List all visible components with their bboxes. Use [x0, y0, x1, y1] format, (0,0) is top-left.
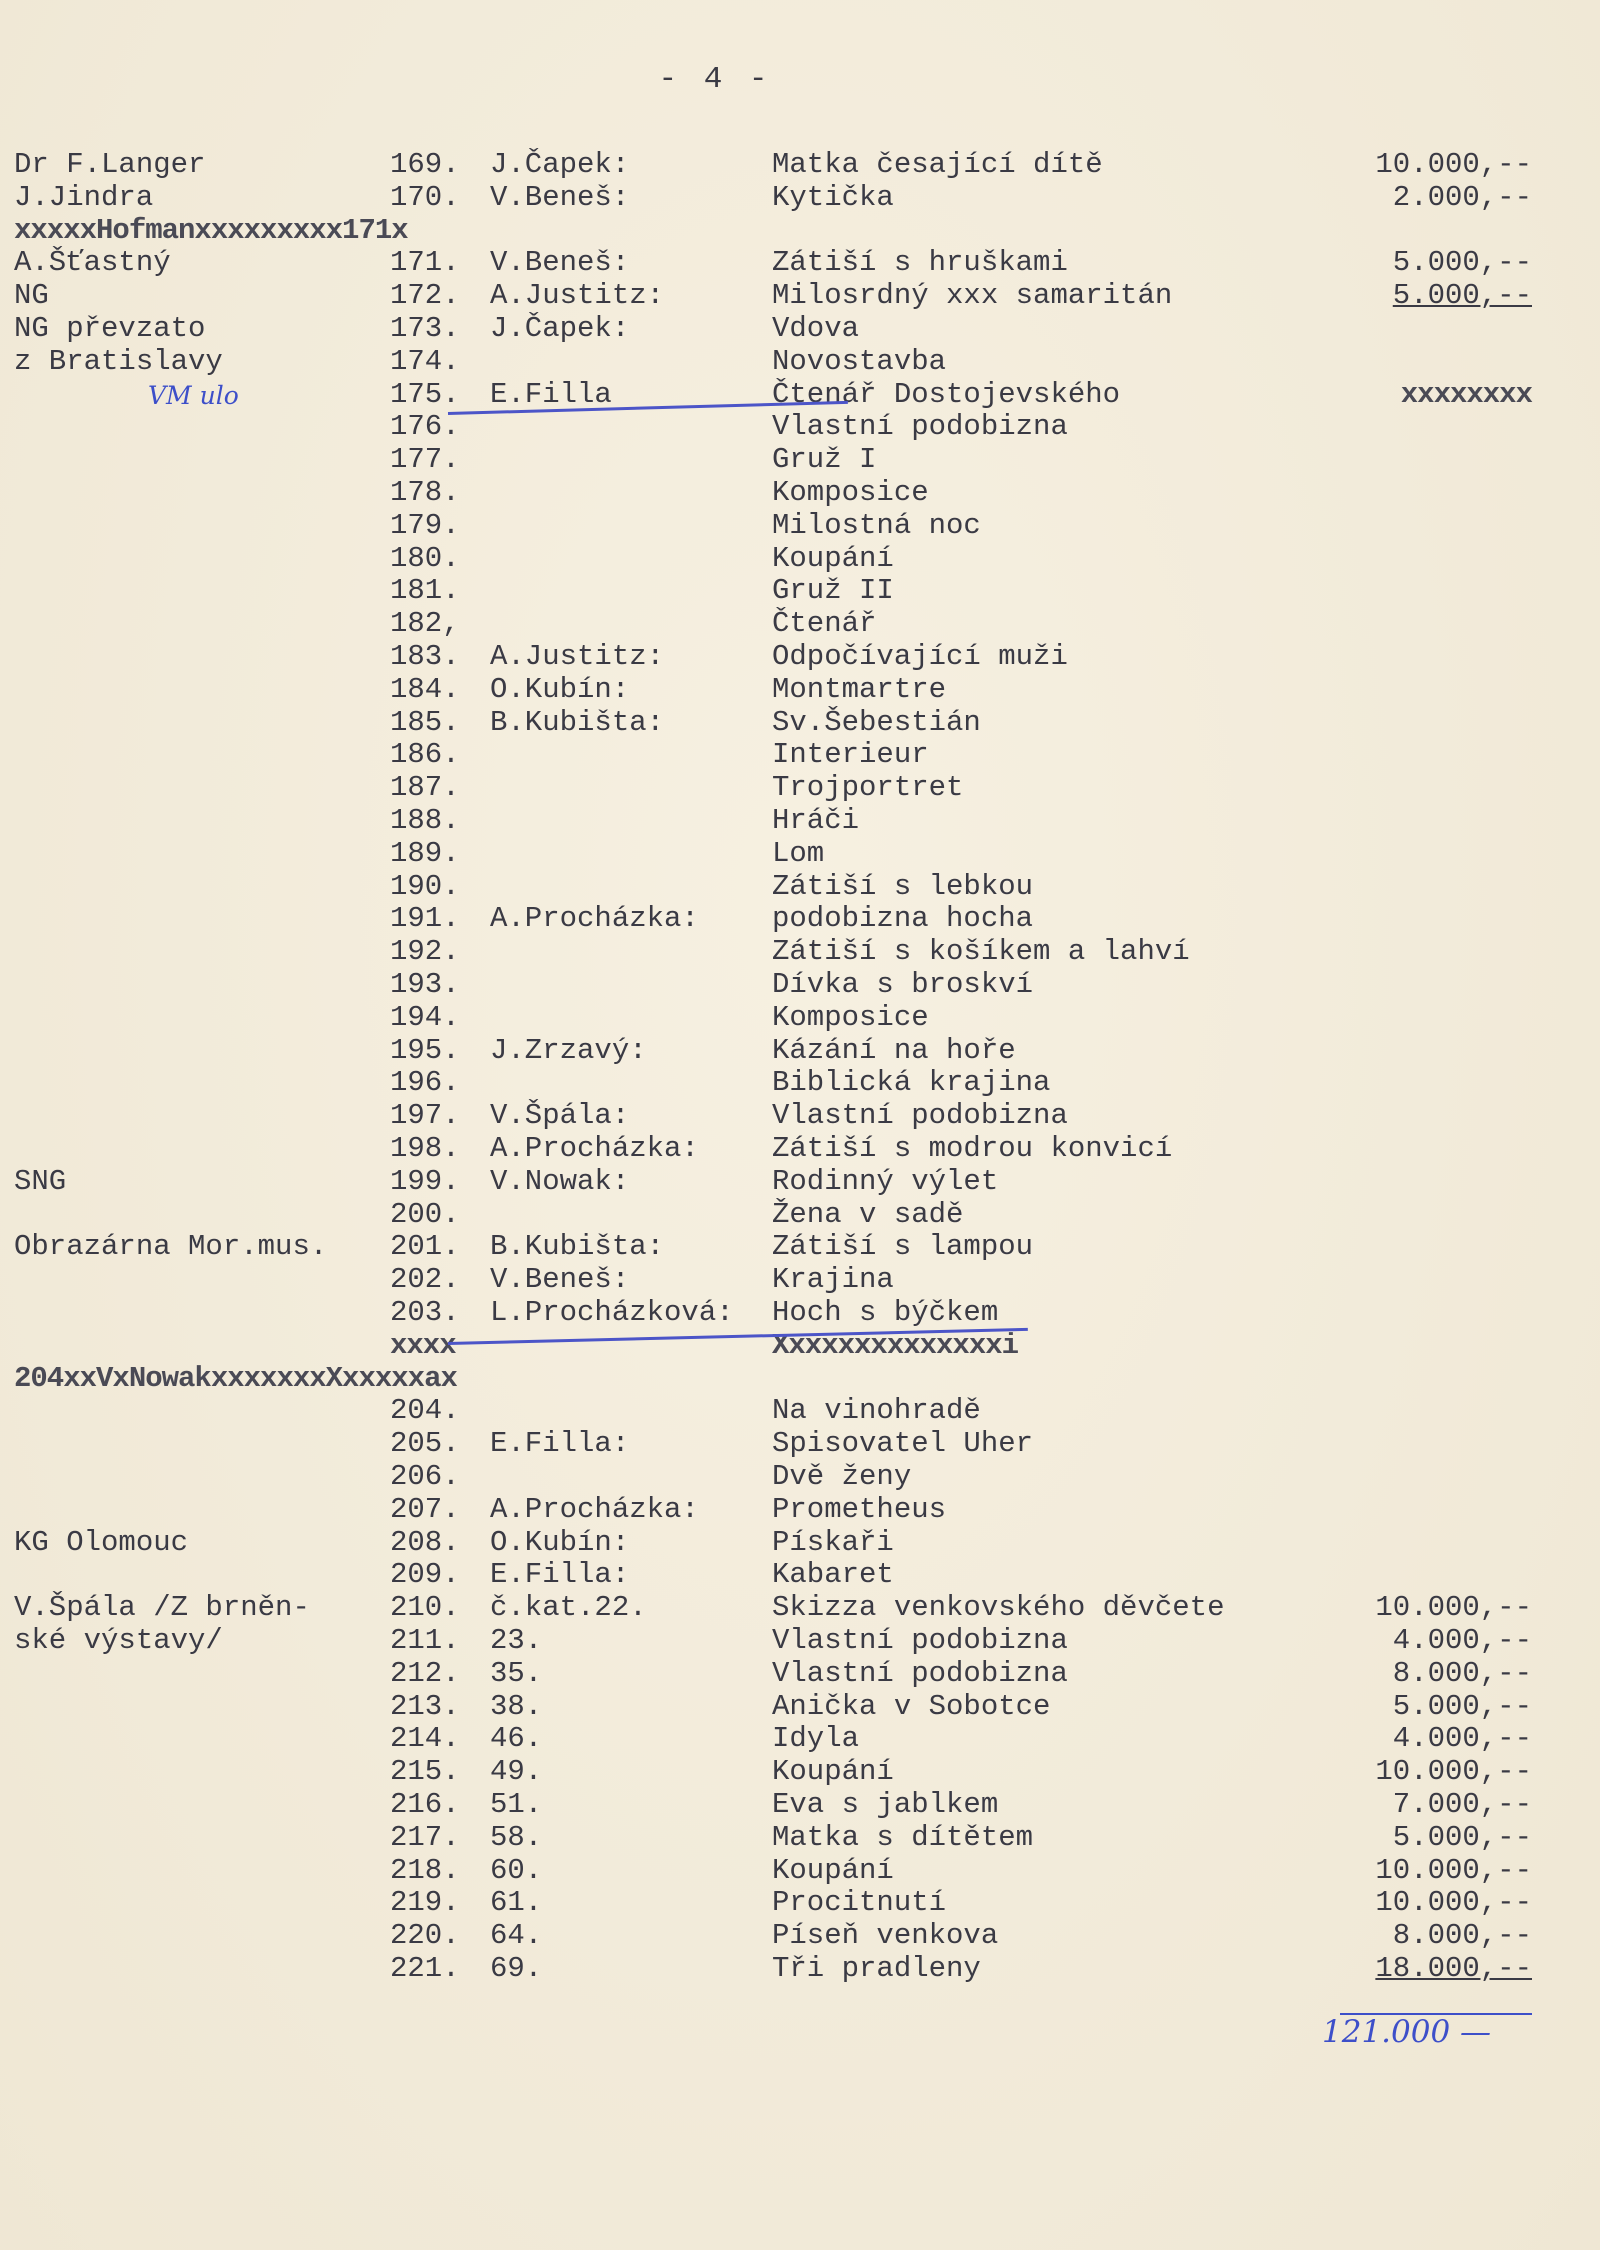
- title-cell: Vlastní podobizna: [772, 1657, 1068, 1690]
- artist-cell: B.Kubišta:: [490, 1230, 665, 1263]
- table-row: [0, 1263, 1600, 1296]
- price-cell: 10.000,--: [1375, 148, 1532, 181]
- title-cell: Komposice: [772, 476, 929, 509]
- table-row: [0, 607, 1600, 640]
- artist-cell: A.Procházka:: [490, 902, 699, 935]
- number-cell: 198.: [390, 1132, 460, 1165]
- title-cell: Gruž II: [772, 574, 894, 607]
- title-cell: Lom: [772, 837, 825, 870]
- table-row: [0, 1755, 1600, 1788]
- number-cell: 201.: [390, 1230, 460, 1263]
- table-row: [0, 640, 1600, 673]
- artist-cell: 64.: [490, 1919, 543, 1952]
- table-row: [0, 279, 1600, 312]
- artist-cell: 69.: [490, 1952, 543, 1985]
- price-cell: 4.000,--: [1392, 1624, 1532, 1657]
- title-cell: Milostná noc: [772, 509, 981, 542]
- title-cell: Eva s jablkem: [772, 1788, 999, 1821]
- table-row: [0, 1460, 1600, 1493]
- crossed-out-row: 204xxVxNowakxxxxxxxXxxxxxax: [14, 1362, 457, 1395]
- table-row: [0, 410, 1600, 443]
- artist-cell: E.Filla:: [490, 1427, 630, 1460]
- table-row: [0, 1886, 1600, 1919]
- price-cell: 2.000,--: [1392, 181, 1532, 214]
- title-cell: Interieur: [772, 738, 929, 771]
- number-cell: 171.: [390, 246, 460, 279]
- artist-cell: 61.: [490, 1886, 543, 1919]
- number-cell: 180.: [390, 542, 460, 575]
- table-row: [0, 1001, 1600, 1034]
- table-row: [0, 968, 1600, 1001]
- number-cell: 221.: [390, 1952, 460, 1985]
- owner-cell: Obrazárna Mor.mus.: [14, 1230, 328, 1263]
- number-cell: 208.: [390, 1526, 460, 1559]
- title-cell: Kabaret: [772, 1558, 894, 1591]
- number-cell: 183.: [390, 640, 460, 673]
- number-cell: 189.: [390, 837, 460, 870]
- number-cell: 186.: [390, 738, 460, 771]
- number-cell: 192.: [390, 935, 460, 968]
- price-cell: xxxxxxxx: [1400, 378, 1532, 411]
- artist-cell: O.Kubín:: [490, 673, 630, 706]
- title-cell: Odpočívající muži: [772, 640, 1068, 673]
- title-cell: Procitnutí: [772, 1886, 947, 1919]
- table-row: [0, 1690, 1600, 1723]
- title-cell: Montmartre: [772, 673, 947, 706]
- price-cell: 5.000,--: [1392, 1821, 1532, 1854]
- title-cell: Rodinný výlet: [772, 1165, 999, 1198]
- number-cell: 205.: [390, 1427, 460, 1460]
- number-cell: 212.: [390, 1657, 460, 1690]
- owner-cell: KG Olomouc: [14, 1526, 189, 1559]
- artist-cell: B.Kubišta:: [490, 706, 665, 739]
- number-cell: 203.: [390, 1296, 460, 1329]
- owner-cell: V.Špála /Z brněn-: [14, 1591, 310, 1624]
- table-row: [0, 1493, 1600, 1526]
- number-cell: 179.: [390, 509, 460, 542]
- table-row: [0, 1099, 1600, 1132]
- artist-cell: 23.: [490, 1624, 543, 1657]
- title-cell: Kázání na hoře: [772, 1034, 1016, 1067]
- table-row: [0, 1952, 1600, 1985]
- number-cell: 204.: [390, 1394, 460, 1427]
- artist-cell: A.Procházka:: [490, 1493, 699, 1526]
- table-row: [0, 1362, 1600, 1395]
- number-cell: 184.: [390, 673, 460, 706]
- table-row: [0, 706, 1600, 739]
- title-cell: Skizza venkovského děvčete: [772, 1591, 1225, 1624]
- title-cell: Žena v sadě: [772, 1198, 964, 1231]
- artist-cell: 58.: [490, 1821, 543, 1854]
- artist-cell: L.Procházková:: [490, 1296, 734, 1329]
- number-cell: 188.: [390, 804, 460, 837]
- number-cell: 182,: [390, 607, 460, 640]
- number-cell: 200.: [390, 1198, 460, 1231]
- number-cell: 170.: [390, 181, 460, 214]
- artist-cell: V.Nowak:: [490, 1165, 630, 1198]
- price-cell: 5.000,--: [1392, 279, 1532, 312]
- price-cell: 5.000,--: [1392, 246, 1532, 279]
- table-row: [0, 1591, 1600, 1624]
- artist-cell: V.Beneš:: [490, 181, 630, 214]
- table-row: [0, 1066, 1600, 1099]
- table-row: [0, 476, 1600, 509]
- table-row: [0, 574, 1600, 607]
- artist-cell: E.Filla:: [490, 1558, 630, 1591]
- title-cell: Zátiší s lampou: [772, 1230, 1034, 1263]
- artist-cell: J.Čapek:: [490, 312, 630, 345]
- number-cell: 175.: [390, 378, 460, 411]
- table-row: [0, 1919, 1600, 1952]
- table-row: [0, 870, 1600, 903]
- number-cell: 217.: [390, 1821, 460, 1854]
- total-underline: [1340, 2013, 1532, 2015]
- title-cell: Koupání: [772, 1854, 894, 1887]
- table-row: [0, 1788, 1600, 1821]
- title-cell: Na vinohradě: [772, 1394, 981, 1427]
- table-row: [0, 1624, 1600, 1657]
- table-row: [0, 1526, 1600, 1559]
- title-cell: podobizna hocha: [772, 902, 1034, 935]
- title-cell: Dívka s broskví: [772, 968, 1034, 1001]
- artist-cell: A.Justitz:: [490, 279, 665, 312]
- number-cell: 216.: [390, 1788, 460, 1821]
- artist-cell: V.Beneš:: [490, 1263, 630, 1296]
- title-cell: Sv.Šebestián: [772, 706, 981, 739]
- artist-cell: A.Justitz:: [490, 640, 665, 673]
- owner-cell: J.Jindra: [14, 181, 154, 214]
- number-cell: 193.: [390, 968, 460, 1001]
- table-row: [0, 1165, 1600, 1198]
- title-cell: Vlastní podobizna: [772, 1099, 1068, 1132]
- price-cell: 18.000,--: [1375, 1952, 1532, 1985]
- table-row: [0, 1034, 1600, 1067]
- number-cell: 187.: [390, 771, 460, 804]
- table-row: [0, 1394, 1600, 1427]
- table-row: [0, 1558, 1600, 1591]
- number-cell: 215.: [390, 1755, 460, 1788]
- margin-note: VM ulo: [148, 381, 239, 410]
- number-cell: 174.: [390, 345, 460, 378]
- table-row: [0, 1427, 1600, 1460]
- table-row: [0, 214, 1600, 247]
- handwritten-total: 121.000 —: [1322, 2014, 1492, 2050]
- number-cell: 207.: [390, 1493, 460, 1526]
- number-cell: 199.: [390, 1165, 460, 1198]
- artist-cell: O.Kubín:: [490, 1526, 630, 1559]
- number-cell: 191.: [390, 902, 460, 935]
- number-cell: 190.: [390, 870, 460, 903]
- title-cell: Píseň venkova: [772, 1919, 999, 1952]
- table-row: [0, 1821, 1600, 1854]
- number-cell: 185.: [390, 706, 460, 739]
- price-cell: 8.000,--: [1392, 1919, 1532, 1952]
- table-row: [0, 443, 1600, 476]
- title-cell: Zátiší s hruškami: [772, 246, 1068, 279]
- title-cell: Prometheus: [772, 1493, 947, 1526]
- table-row: [0, 542, 1600, 575]
- number-cell: 173.: [390, 312, 460, 345]
- artist-cell: V.Beneš:: [490, 246, 630, 279]
- owner-cell: ské výstavy/: [14, 1624, 223, 1657]
- number-cell: 218.: [390, 1854, 460, 1887]
- title-cell: Čtenář: [772, 607, 877, 640]
- owner-cell: z Bratislavy: [14, 345, 223, 378]
- table-row: [0, 1854, 1600, 1887]
- page-number: - 4 -: [658, 62, 772, 97]
- title-cell: Zátiší s modrou konvicí: [772, 1132, 1173, 1165]
- number-cell: 202.: [390, 1263, 460, 1296]
- price-cell: 7.000,--: [1392, 1788, 1532, 1821]
- title-cell: Vdova: [772, 312, 860, 345]
- title-cell: Novostavba: [772, 345, 947, 378]
- number-cell: 181.: [390, 574, 460, 607]
- table-row: [0, 1722, 1600, 1755]
- artist-cell: 35.: [490, 1657, 543, 1690]
- title-cell: Gruž I: [772, 443, 877, 476]
- title-cell: Matka s dítětem: [772, 1821, 1034, 1854]
- owner-cell: NG: [14, 279, 49, 312]
- artist-cell: E.Filla: [490, 378, 612, 411]
- number-cell: 197.: [390, 1099, 460, 1132]
- price-cell: 5.000,--: [1392, 1690, 1532, 1723]
- owner-cell: A.Šťastný: [14, 246, 171, 279]
- owner-cell: SNG: [14, 1165, 67, 1198]
- title-cell: Idyla: [772, 1722, 860, 1755]
- number-cell: 196.: [390, 1066, 460, 1099]
- number-cell: 194.: [390, 1001, 460, 1034]
- price-cell: 10.000,--: [1375, 1854, 1532, 1887]
- number-cell: 178.: [390, 476, 460, 509]
- title-cell: Anička v Sobotce: [772, 1690, 1051, 1723]
- title-cell: Tři pradleny: [772, 1952, 981, 1985]
- title-cell: Krajina: [772, 1263, 894, 1296]
- table-row: [0, 1657, 1600, 1690]
- title-cell: Matka česající dítě: [772, 148, 1103, 181]
- artist-cell: 38.: [490, 1690, 543, 1723]
- title-cell: Čtenář Dostojevského: [772, 378, 1121, 411]
- title-cell: Kytička: [772, 181, 894, 214]
- artist-cell: 60.: [490, 1854, 543, 1887]
- number-cell: 210.: [390, 1591, 460, 1624]
- table-row: [0, 378, 1600, 411]
- number-cell: 213.: [390, 1690, 460, 1723]
- title-cell: Xxxxxxxxxxxxxxi: [772, 1329, 1019, 1362]
- title-cell: Biblická krajina: [772, 1066, 1051, 1099]
- table-row: [0, 148, 1600, 181]
- number-cell: 209.: [390, 1558, 460, 1591]
- title-cell: Spisovatel Uher: [772, 1427, 1034, 1460]
- artist-cell: J.Čapek:: [490, 148, 630, 181]
- table-row: [0, 902, 1600, 935]
- owner-cell: Dr F.Langer: [14, 148, 206, 181]
- number-cell: 206.: [390, 1460, 460, 1493]
- price-cell: 8.000,--: [1392, 1657, 1532, 1690]
- title-cell: Hoch s býčkem: [772, 1296, 999, 1329]
- table-row: [0, 1230, 1600, 1263]
- table-row: [0, 935, 1600, 968]
- price-cell: 10.000,--: [1375, 1886, 1532, 1919]
- number-cell: 211.: [390, 1624, 460, 1657]
- table-row: [0, 1198, 1600, 1231]
- title-cell: Trojportret: [772, 771, 964, 804]
- table-row: [0, 312, 1600, 345]
- artist-cell: 51.: [490, 1788, 543, 1821]
- title-cell: Hráči: [772, 804, 860, 837]
- table-row: [0, 181, 1600, 214]
- title-cell: Milosrdný xxx samaritán: [772, 279, 1173, 312]
- number-cell: 220.: [390, 1919, 460, 1952]
- table-row: [0, 804, 1600, 837]
- title-cell: Pískaři: [772, 1526, 894, 1559]
- price-cell: 10.000,--: [1375, 1591, 1532, 1624]
- number-cell: 177.: [390, 443, 460, 476]
- price-cell: 10.000,--: [1375, 1755, 1532, 1788]
- crossed-out-row: xxxxxHofmanxxxxxxxxx171x: [14, 214, 408, 247]
- title-cell: Koupání: [772, 1755, 894, 1788]
- number-cell: 176.: [390, 410, 460, 443]
- artist-cell: 46.: [490, 1722, 543, 1755]
- number-cell: xxxx: [390, 1329, 456, 1362]
- number-cell: 214.: [390, 1722, 460, 1755]
- title-cell: Vlastní podobizna: [772, 410, 1068, 443]
- artist-cell: A.Procházka:: [490, 1132, 699, 1165]
- table-row: [0, 1296, 1600, 1329]
- artist-cell: 49.: [490, 1755, 543, 1788]
- number-cell: 172.: [390, 279, 460, 312]
- title-cell: Dvě ženy: [772, 1460, 912, 1493]
- table-row: [0, 509, 1600, 542]
- artist-cell: č.kat.22.: [490, 1591, 647, 1624]
- price-cell: 4.000,--: [1392, 1722, 1532, 1755]
- owner-cell: NG převzato: [14, 312, 206, 345]
- table-row: [0, 673, 1600, 706]
- table-row: [0, 246, 1600, 279]
- title-cell: Zátiší s košíkem a lahví: [772, 935, 1190, 968]
- title-cell: Zátiší s lebkou: [772, 870, 1034, 903]
- table-row: [0, 738, 1600, 771]
- table-row: [0, 345, 1600, 378]
- number-cell: 169.: [390, 148, 460, 181]
- title-cell: Koupání: [772, 542, 894, 575]
- artist-cell: J.Zrzavý:: [490, 1034, 647, 1067]
- table-row: [0, 837, 1600, 870]
- artist-cell: V.Špála:: [490, 1099, 630, 1132]
- table-row: [0, 1132, 1600, 1165]
- title-cell: Vlastní podobizna: [772, 1624, 1068, 1657]
- title-cell: Komposice: [772, 1001, 929, 1034]
- number-cell: 219.: [390, 1886, 460, 1919]
- table-row: [0, 771, 1600, 804]
- number-cell: 195.: [390, 1034, 460, 1067]
